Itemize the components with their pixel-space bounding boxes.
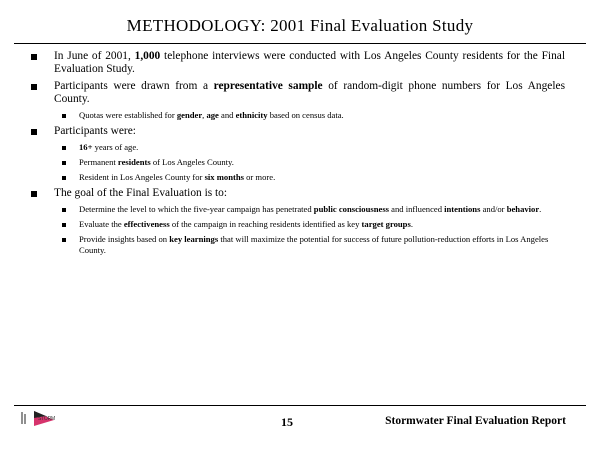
- bullet-item: In June of 2001, 1,000 telephone interviews were conducted with Los Angeles County residents for the Final Evaluation Study.: [54, 50, 565, 76]
- sub-bullet-item: Determine the level to which the five-year campaign has penetrated public consciousness and influenced intentions and/or behavior.: [79, 204, 549, 215]
- square-bullet-icon: [62, 176, 66, 180]
- sub-bullet-item: Evaluate the effectiveness of the campaign in reaching residents identified as key target groups.: [79, 219, 549, 230]
- square-bullet-icon: [62, 223, 66, 227]
- logo-text: STORM: [38, 416, 55, 422]
- square-bullet-icon: [31, 54, 37, 60]
- page-number: 15: [281, 415, 293, 429]
- bullet-item: The goal of the Final Evaluation is to:: [54, 187, 565, 200]
- square-bullet-icon: [31, 191, 37, 197]
- footer-divider: [14, 405, 586, 406]
- sub-bullet-item: Resident in Los Angeles County for six months or more.: [79, 172, 539, 183]
- square-bullet-icon: [31, 84, 37, 90]
- square-bullet-icon: [31, 129, 37, 135]
- square-bullet-icon: [62, 238, 66, 242]
- title-divider: [14, 43, 586, 44]
- bullet-list: [0, 50, 600, 260]
- square-bullet-icon: [62, 161, 66, 165]
- sub-bullet-item: Permanent residents of Los Angeles County.: [79, 157, 539, 168]
- slide-title: METHODOLOGY: 2001 Final Evaluation Study: [126, 16, 474, 35]
- square-bullet-icon: [62, 146, 66, 150]
- bullet-item: Participants were:: [54, 125, 565, 138]
- square-bullet-icon: [62, 208, 66, 212]
- sub-bullet-item: 16+ years of age.: [79, 142, 539, 153]
- sub-bullet-item: Quotas were established for gender, age and ethnicity based on census data.: [79, 110, 539, 121]
- stormwater-logo: [20, 408, 76, 430]
- report-title: Stormwater Final Evaluation Report: [385, 415, 566, 427]
- sub-bullet-item: Provide insights based on key learnings that will maximize the potential for success of future pollution-reduction efforts in Los Angeles County.: [79, 234, 549, 256]
- bullet-item: Participants were drawn from a representative sample of random-digit phone numbers for Los Angeles County.: [54, 80, 565, 106]
- square-bullet-icon: [62, 114, 66, 118]
